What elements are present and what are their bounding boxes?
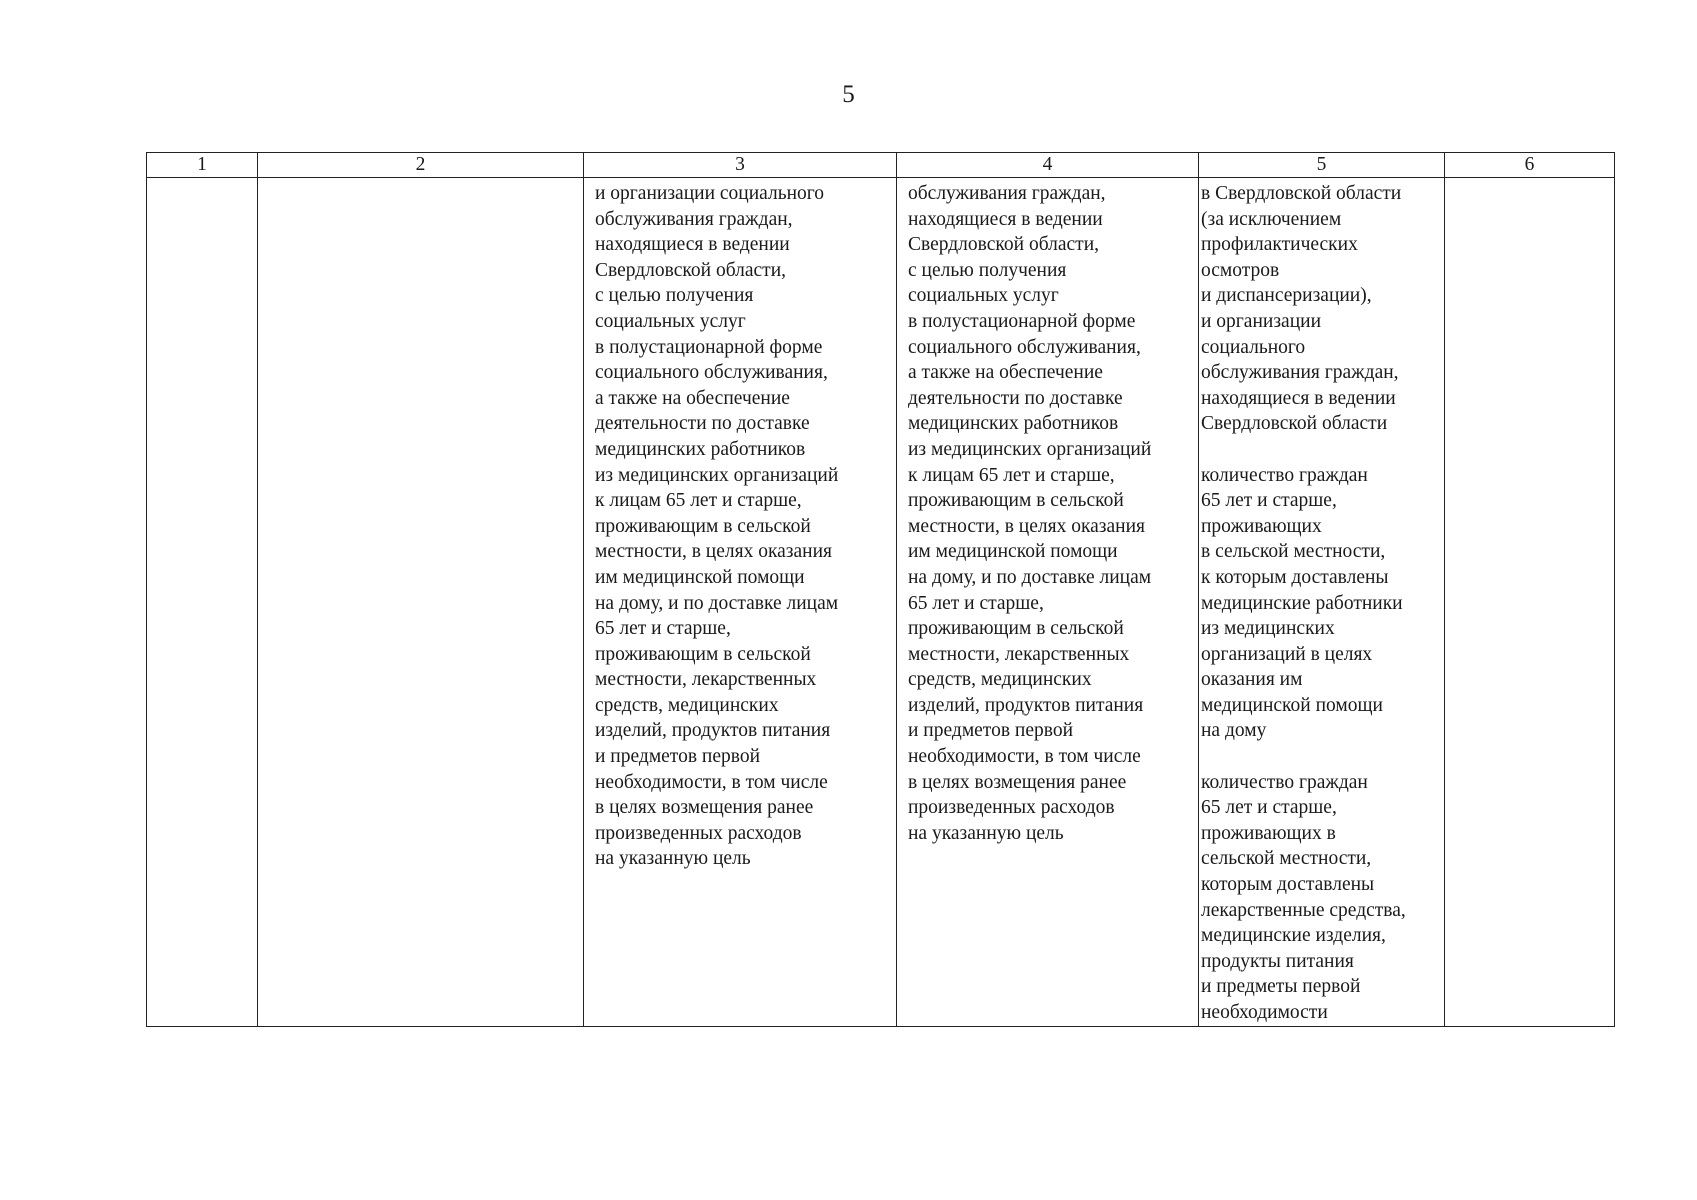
- column-header-1: 1: [147, 153, 258, 178]
- column-header-3: 3: [584, 153, 897, 178]
- cell-col-5-block-1: в Свердловской области (за исключением профилактических осмотров и диспансеризации), и организации социального обслуживания граждан, находящиеся в ведении Свердловской области: [1201, 183, 1402, 435]
- column-header-5: 5: [1199, 153, 1445, 178]
- cell-col-3: [584, 178, 897, 1027]
- table-header-row: [147, 153, 1615, 178]
- cell-col-5: [1199, 178, 1445, 1027]
- column-header-4: 4: [897, 153, 1199, 178]
- cell-col-1: [147, 178, 258, 1027]
- cell-col-3-text: и организации социального обслуживания граждан, находящиеся в ведении Свердловской области, с целью получения социальных услуг в полустационарной форме социального обслуживания, а также на обеспечение деятельности по доставке медицинских работников из медицинских организаций к лицам 65 лет и старше, проживающим в сельской местности, в целях оказания им медицинской помощи на дому, и по доставке лицам 65 лет и старше, проживающим в сельской местности, лекарственных средств, медицинских изделий, продуктов питания и предметов первой необходимости, в том числе в целях возмещения ранее произведенных расходов на указанную цель: [595, 183, 839, 870]
- cell-col-4: [897, 178, 1199, 1027]
- cell-col-5-block-2: количество граждан 65 лет и старше, проживающих в сельской местности, к которым доставлены медицинские работники из медицинских организаций в целях оказания им медицинской помощи на дому: [1201, 464, 1403, 742]
- table-row: [147, 178, 1615, 1027]
- cell-col-4-text: обслуживания граждан, находящиеся в ведении Свердловской области, с целью получения социальных услуг в полустационарной форме социального обслуживания, а также на обеспечение деятельности по доставке медицинских работников из медицинских организаций к лицам 65 лет и старше, проживающим в сельской местности, в целях оказания им медицинской помощи на дому, и по доставке лицам 65 лет и старше, проживающим в сельской местности, лекарственных средств, медицинских изделий, продуктов питания и предметов первой необходимости, в том числе в целях возмещения ранее произведенных расходов на указанную цель: [908, 183, 1152, 844]
- page-number: 5: [842, 81, 855, 108]
- cell-col-2: [258, 178, 584, 1027]
- cell-col-6: [1445, 178, 1615, 1027]
- column-header-6: 6: [1445, 153, 1615, 178]
- cell-col-5-block-3: количество граждан 65 лет и старше, проживающих в сельской местности, которым доставлены лекарственные средства, медицинские изделия, продукты питания и предметы первой необходимости: [1201, 771, 1406, 1023]
- document-table: [146, 152, 1615, 1027]
- column-header-2: 2: [258, 153, 584, 178]
